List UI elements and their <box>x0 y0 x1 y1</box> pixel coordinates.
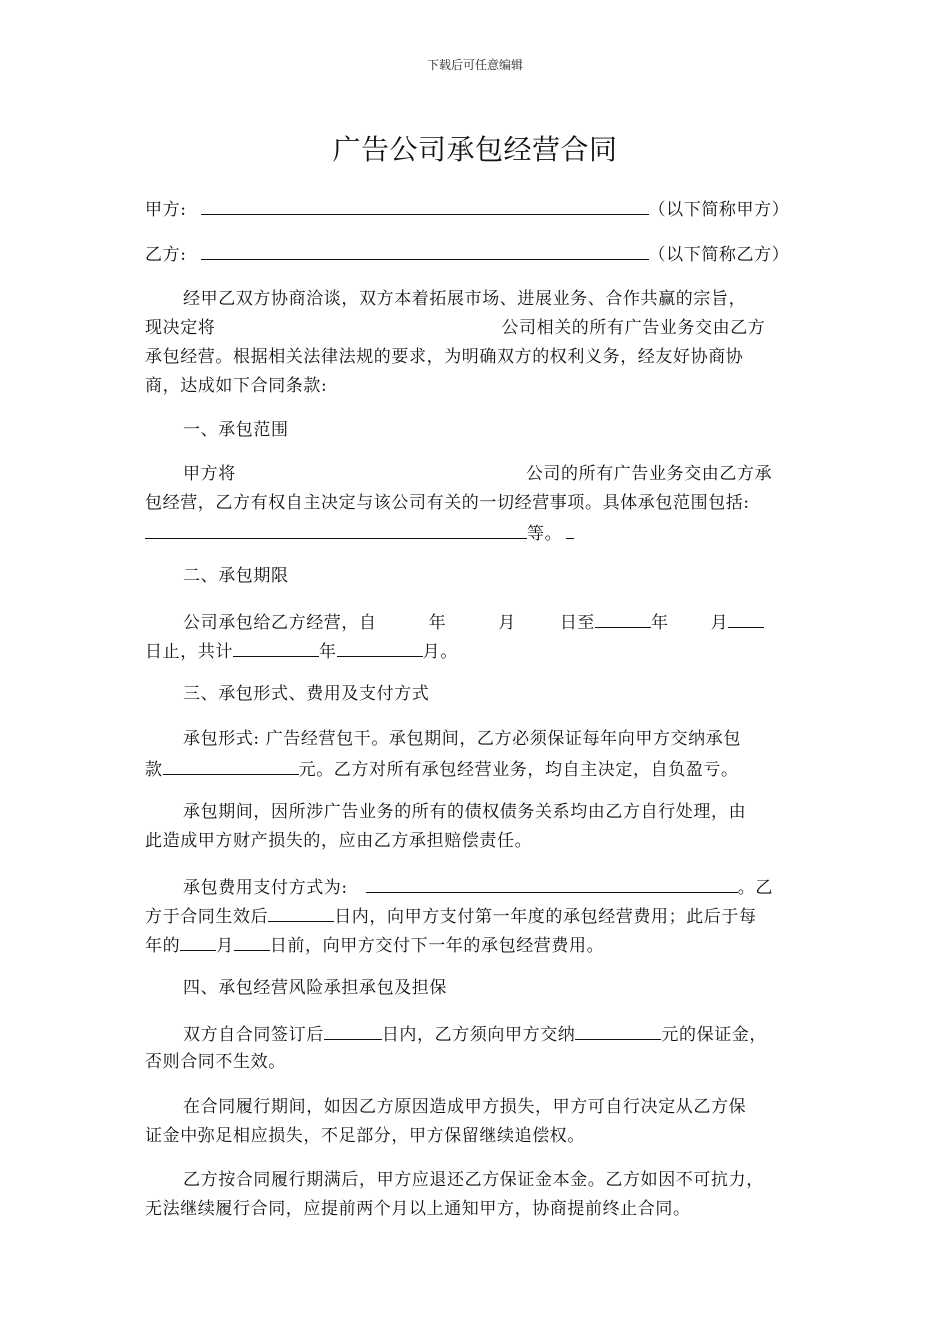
s2-from-label: 公司承包给乙方经营，自 <box>183 613 377 633</box>
intro-line-3: 承包经营。根据相关法律法规的要求，为明确双方的权利义务，经友好协商协 <box>145 347 744 367</box>
s3-fee-label: 款 <box>145 760 163 780</box>
section-4-heading: 四、承包经营风险承担承包及担保 <box>183 978 447 998</box>
s4-deposit-tail: 元的保证金， <box>661 1025 768 1045</box>
s2-end-month-label: 月 <box>710 613 729 633</box>
s2-end-day-blank <box>728 609 764 628</box>
s4-p2-line-2: 证金中弥足相应损失，不足部分，甲方保留继续追偿权。 <box>145 1126 585 1146</box>
party-b-line <box>145 241 789 267</box>
s1-line-1a: 甲方将 <box>183 464 236 484</box>
section-3-heading: 三、承包形式、费用及支付方式 <box>183 684 430 704</box>
s4-p3-line-1: 乙方按合同履行期满后，甲方应退还乙方保证金本金。乙方如因不可抗力， <box>183 1170 764 1190</box>
intro-line-2 <box>145 316 765 340</box>
s2-line-1 <box>183 609 764 635</box>
s4-signed-label: 双方自合同签订后 <box>183 1025 324 1045</box>
s4-p1-line-2: 否则合同不生效。 <box>145 1052 286 1072</box>
section-2-heading: 二、承包期限 <box>183 566 289 586</box>
s3-each-year-label: 年的 <box>145 936 181 956</box>
s2-year-label: 年 <box>428 613 447 633</box>
party-b-suffix: （以下简称乙方） <box>648 245 790 265</box>
s3-p1-line-1: 承包形式: 广告经营包干。承包期间，乙方必须保证每年向甲方交纳承包 <box>183 729 741 749</box>
intro-line-1: 经甲乙双方协商洽谈，双方本着拓展市场、进展业务、合作共赢的宗旨， <box>183 289 747 309</box>
s1-trailing-blank <box>566 520 574 539</box>
intro-line-4: 商，达成如下合同条款: <box>145 376 328 396</box>
s2-total-year-label: 年 <box>319 642 337 662</box>
s4-deposit-label: 日内，乙方须向甲方交纳 <box>381 1025 576 1045</box>
s2-end-year-label: 年 <box>651 613 669 633</box>
s2-total-month-label: 月。 <box>422 642 458 662</box>
s3-month-label: 月 <box>216 936 234 956</box>
s3-payment-label: 承包费用支付方式为: <box>183 878 348 898</box>
s4-deposit-blank <box>575 1021 661 1040</box>
s4-days-blank <box>324 1021 382 1040</box>
s1-scope-blank <box>145 520 527 539</box>
s3-days-blank <box>268 903 334 922</box>
s4-p2-line-1: 在合同履行期间，如因乙方原因造成甲方损失，甲方可自行决定从乙方保 <box>183 1097 747 1117</box>
s3-next-year-text: 日前，向甲方交付下一年的承包经营费用。 <box>269 936 605 956</box>
s3-p2-line-2: 此造成甲方财产损失的，应由乙方承担赔偿责任。 <box>145 831 533 851</box>
s3-first-year-text: 日内，向甲方支付第一年度的承包经营费用；此后于每 <box>334 907 757 927</box>
s3-effective-label: 方于合同生效后 <box>145 907 269 927</box>
s3-p2-line-1: 承包期间，因所涉广告业务的所有的债权债务关系均由乙方自行处理，由 <box>183 802 747 822</box>
s3-p3-line-3 <box>145 932 604 958</box>
party-a-line <box>145 196 789 222</box>
s3-p1-line-2 <box>145 756 739 782</box>
s3-fee-blank <box>163 756 299 775</box>
document-title: 广告公司承包经营合同 <box>332 133 618 166</box>
s3-payment-tail: 。乙 <box>737 878 773 898</box>
header-note: 下载后可任意编辑 <box>426 58 523 72</box>
s2-total-years-blank <box>233 638 319 657</box>
intro-line-2a: 现决定将 <box>145 318 216 338</box>
s3-payment-blank <box>366 874 738 893</box>
s3-p3-line-1 <box>183 874 773 900</box>
s2-day-to-label: 日至 <box>559 613 596 633</box>
s1-line-1 <box>183 462 772 486</box>
s3-month-blank <box>180 932 216 951</box>
party-b-label: 乙方: <box>145 245 187 265</box>
s1-line-2: 包经营，乙方有权自主决定与该公司有关的一切经营事项。具体承包范围包括: <box>145 493 750 513</box>
s2-total-label: 日止，共计 <box>145 642 233 662</box>
party-b-blank <box>201 241 649 260</box>
party-a-label: 甲方: <box>145 200 187 220</box>
s1-line-3 <box>145 520 574 546</box>
s1-line-3-tail: 等。 <box>527 524 563 544</box>
s3-p3-line-2 <box>145 903 757 929</box>
party-a-suffix: （以下简称甲方） <box>648 200 790 220</box>
intro-line-2b: 公司相关的所有广告业务交由乙方 <box>501 318 766 338</box>
s3-fee-tail: 元。乙方对所有承包经营业务，均自主决定，自负盈亏。 <box>298 760 739 780</box>
party-a-blank <box>201 196 649 215</box>
s3-day-blank <box>234 932 270 951</box>
s2-line-2 <box>145 638 458 664</box>
s2-end-year-blank <box>595 609 651 628</box>
section-1-heading: 一、承包范围 <box>183 420 289 440</box>
s4-p1-line-1 <box>183 1021 767 1047</box>
s4-p3-line-2: 无法继续履行合同，应提前两个月以上通知甲方，协商提前终止合同。 <box>145 1199 691 1219</box>
s2-month-label: 月 <box>498 613 516 633</box>
s1-line-1b: 公司的所有广告业务交由乙方承 <box>525 464 773 484</box>
s2-total-months-blank <box>337 638 423 657</box>
